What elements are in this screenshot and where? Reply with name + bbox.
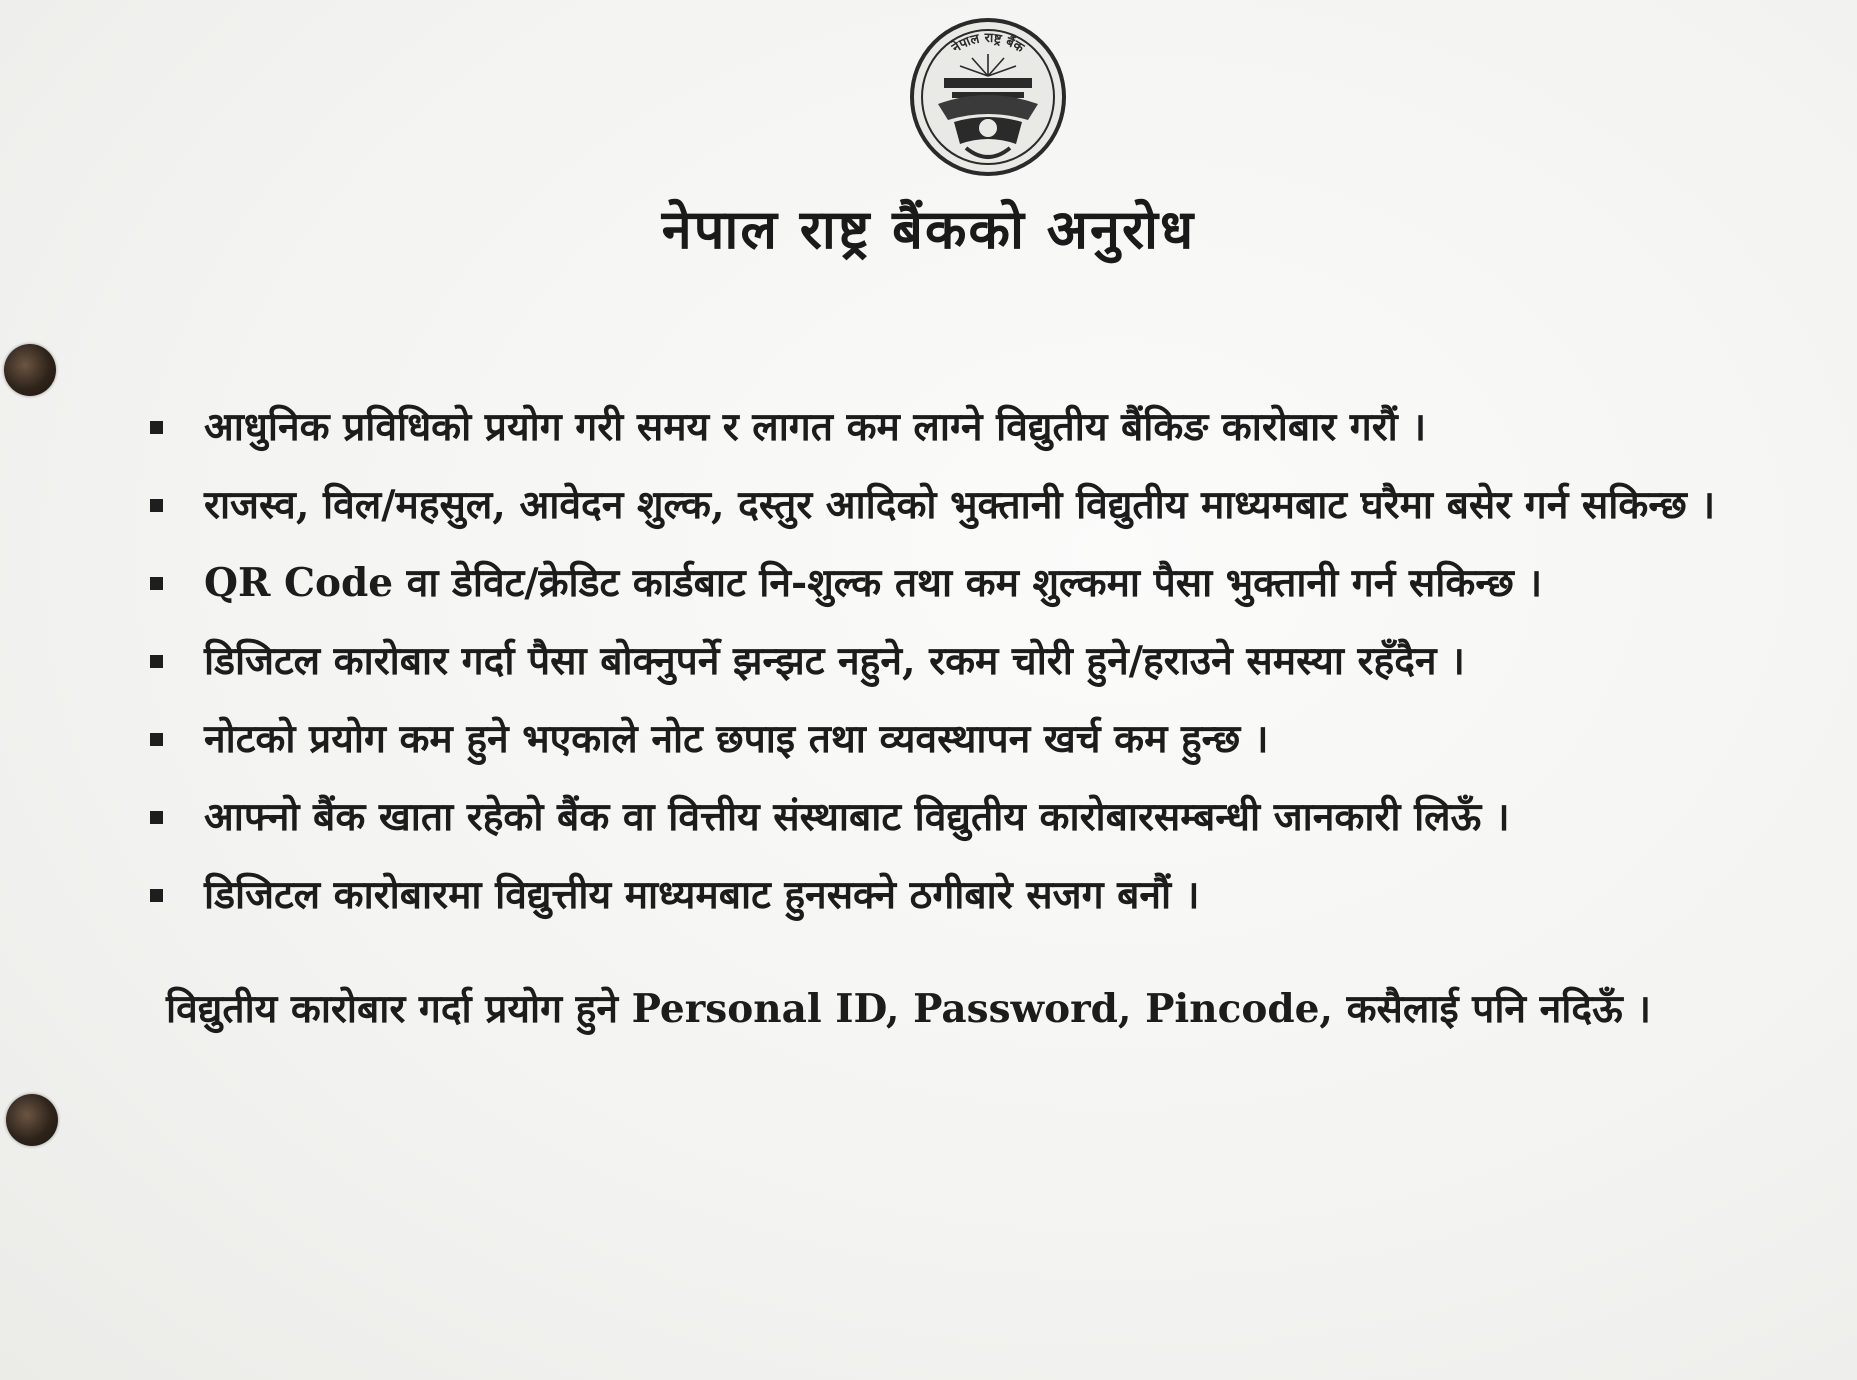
notice-item-4 [148,622,1848,700]
square-bullet-icon [150,655,163,668]
notice-text: QR Code वा डेविट/क्रेडिट कार्डबाट नि-शुल्क तथा कम शुल्कमा पैसा भुक्तानी गर्न सकिन्छ । [204,560,1543,606]
square-bullet-icon [150,811,163,824]
page-title: नेपाल राष्ट्र बैंकको अनुरोध [661,197,1196,261]
notice-text: आफ्नो बैंक खाता रहेको बैंक वा वित्तीय संस्थाबाट विद्युतीय कारोबारसम्बन्धी जानकारी लिऊँ । [204,794,1510,840]
notice-text: नोटको प्रयोग कम हुने भएकाले नोट छपाइ तथा व्यवस्थापन खर्च कम हुन्छ । [204,716,1269,762]
notice-text: डिजिटल कारोबार गर्दा पैसा बोक्नुपर्ने झन्झट नहुने, रकम चोरी हुने/हराउने समस्या रहँदैन । [204,638,1465,684]
notice-item-3 [148,544,1848,622]
nrb-seal-icon [908,16,1068,178]
emblem-label: नेपाल राष्ट्र बैंक [949,30,1027,57]
square-bullet-icon [150,421,163,434]
notice-item-1 [148,388,1848,466]
notice-list [148,388,1848,934]
square-bullet-icon [150,499,163,512]
notice-item-6 [148,778,1848,856]
punch-hole-bottom [6,1094,58,1146]
square-bullet-icon [150,577,163,590]
square-bullet-icon [150,889,163,902]
notice-item-7 [148,856,1848,934]
square-bullet-icon [150,733,163,746]
notice-text: आधुनिक प्रविधिको प्रयोग गरी समय र लागत कम लाग्ने विद्युतीय बैंकिङ कारोबार गरौं । [204,404,1427,450]
notice-text: राजस्व, विल/महसुल, आवेदन शुल्क, दस्तुर आदिको भुक्तानी विद्युतीय माध्यमबाट घरैमा बसेर गर्न सकिन्छ । [204,482,1716,528]
security-warning: विद्युतीय कारोबार गर्दा प्रयोग हुने Personal ID, Password, Pincode, कसैलाई पनि नदिऊँ । [166,986,1652,1032]
notice-item-5 [148,700,1848,778]
notice-item-2 [148,466,1848,544]
notice-text: डिजिटल कारोबारमा विद्युत्तीय माध्यमबाट हुनसक्ने ठगीबारे सजग बनौं । [204,872,1200,918]
nrb-emblem [908,16,1068,178]
punch-hole-top [4,344,56,396]
